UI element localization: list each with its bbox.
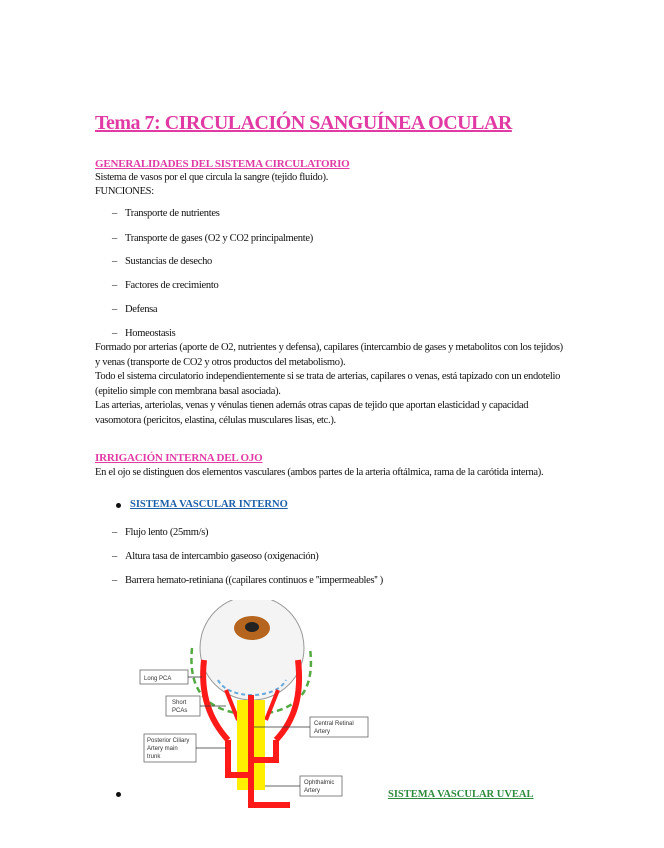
label-short-pcas-2: PCAs [172,708,188,714]
page-title: Tema 7: CIRCULACIÓN SANGUÍNEA OCULAR [95,112,512,134]
label-pcamt-1: Posterior Ciliary [147,738,190,744]
ophthalmic-artery [251,790,290,805]
list-item: – Barrera hemato-retiniana ((capilares continuos e ''impermeables'' ) [112,575,384,586]
list-item-text: Sustancias de desecho [125,256,213,267]
label-long-pca: Long PCA [144,676,172,682]
list-item: – Flujo lento (25mm/s) [112,527,209,538]
bullet-dot [116,503,121,508]
list-item: – Transporte de gases (O2 y CO2 principalmente) [112,233,313,244]
list-item-text: Barrera hemato-retiniana ((capilares continuos e ''impermeables'' ) [125,575,384,586]
list-item-text: Factores de crecimiento [125,280,219,291]
list-item: – Defensa [112,304,158,315]
list-item: – Altura tasa de intercambio gaseoso (oxigenación) [112,551,319,562]
paragraph-composition: Formado por arterias (aporte de O2, nutrientes y defensa), capilares (intercambio de gases y metabolitos con los tejidos) y venas (transporte de CO2 y otros productos del metabolismo). [95,342,563,368]
list-item: – Homeostasis [112,328,176,339]
functions-label: FUNCIONES: [95,186,154,197]
paragraph-layers: Las arterias, arteriolas, venas y vénulas tienen además otras capas de tejido que aportan elasticidad y capacidad vasomotora (pericitos, elastina, células musculares lisas, etc.). [95,400,529,426]
uveal-vascular-system-link[interactable]: SISTEMA VASCULAR UVEAL [388,789,534,800]
list-item-text: Transporte de nutrientes [125,208,220,219]
section-heading-irrigacion: IRRIGACIÓN INTERNA DEL OJO [95,452,263,464]
label-oa-2: Artery [304,788,321,794]
label-pcamt-2: Artery main [147,746,178,752]
eye-circulation-diagram [130,600,390,810]
label-short-pcas-1: Short [172,700,187,706]
intro-text: Sistema de vasos por el que circula la sangre (tejido fluido). [95,172,329,183]
section-heading-generalidades: GENERALIDADES DEL SISTEMA CIRCULATORIO [95,158,350,170]
pupil [245,622,259,632]
list-item-text: Flujo lento (25mm/s) [125,527,209,538]
label-crta-1: Central Retinal [314,721,354,727]
label-pcamt-3: trunk [147,754,161,760]
list-item-text: Homeostasis [125,328,176,339]
list-item: – Sustancias de desecho [112,256,213,267]
list-item: – Transporte de nutrientes [112,208,220,219]
list-item-text: Altura tasa de intercambio gaseoso (oxigenación) [125,551,319,562]
list-item-text: Transporte de gases (O2 y CO2 principalmente) [125,233,313,244]
irrigation-intro: En el ojo se distinguen dos elementos vasculares (ambos partes de la arteria oftálmica, rama de la carótida interna). [95,467,544,478]
bullet-dot [116,792,121,797]
eyeball [200,600,304,700]
paragraph-endothelium: Todo el sistema circulatorio independientemente si se trata de arterias, capilares o venas, está tapizado con un endotelio (epitelio simple con membrana basal asociada). [95,371,561,397]
internal-vascular-system-link[interactable]: SISTEMA VASCULAR INTERNO [130,499,288,510]
central-retinal-artery-overlay [248,695,254,790]
label-oa-1: Ophthalmic [304,780,335,786]
list-item-text: Defensa [125,304,158,315]
label-crta-2: Artery [314,729,331,735]
list-item: – Factores de crecimiento [112,280,219,291]
